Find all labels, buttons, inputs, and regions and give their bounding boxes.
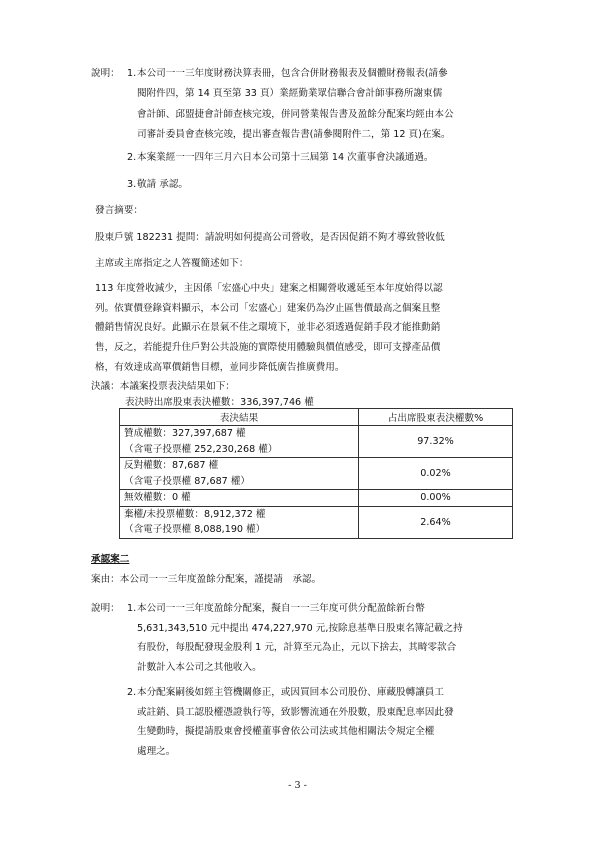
explanation-label: 說明： xyxy=(91,603,120,614)
text-line: 本公司一一三年度財務決算表冊，包含合併財務報表及個體財務報表(請參 xyxy=(137,68,448,79)
answer-line: 體銷售情況良好。此顯示在景氣不佳之環境下，並非必須透過促銷手段才能推動銷 xyxy=(95,322,441,334)
section-title: 承認案二 xyxy=(91,554,130,565)
answer-line: 113 年度營收減少，主因係「宏盛心中央」建案之相關營收遞延至本年度始得以認 xyxy=(95,283,443,294)
item-number: 1. xyxy=(127,68,137,79)
answer-block xyxy=(95,279,565,378)
table-header: 占出席股東表決權數% xyxy=(359,409,513,426)
text-line: 有股份，每股配發現金股利 1 元，計算至元為止，元以下捨去，其畸零款合 xyxy=(137,642,457,653)
vote-percentage: 0.02% xyxy=(359,458,513,490)
vote-result-cell xyxy=(120,458,359,490)
table-row xyxy=(120,458,513,490)
item-text xyxy=(137,64,562,145)
vote-count: 棄權/未投票權數：8,912,372 權 xyxy=(124,508,266,520)
text-line: 生變動時，擬提請股東會授權董事會依公司法或其他相關法令規定全權 xyxy=(137,726,435,737)
text-line: 計數計入本公司之其他收入。 xyxy=(137,661,262,673)
table-row xyxy=(120,506,513,538)
item-number: 1. xyxy=(127,603,137,614)
text-line: 5,631,343,510 元中提出 474,227,970 元,按除息基準日股東名簿記載之持 xyxy=(137,622,463,634)
vote-electronic: （含電子投票權 8,088,190 權） xyxy=(124,524,266,535)
vote-percentage: 0.00% xyxy=(359,490,513,507)
vote-count: 贊成權數：327,397,687 權 xyxy=(124,428,246,439)
vote-electronic: （含電子投票權 87,687 權） xyxy=(124,475,251,487)
question-line: 股東戶號 182231 提問：請說明如何提高公司營收，是否因促銷不夠才導致營收低 xyxy=(95,232,445,243)
page-number: - 3 - xyxy=(288,780,307,791)
table-row xyxy=(120,426,513,458)
vote-percentage: 2.64% xyxy=(359,506,513,538)
item-text xyxy=(137,683,562,761)
text-line: 或註銷、員工認股權憑證執行等，致影響流通在外股數，股東配息率因此發 xyxy=(137,706,454,718)
vote-result-cell xyxy=(120,490,359,507)
vote-table xyxy=(119,408,513,539)
text-line: 本分配案嗣後如經主管機關修正，或因買回本公司股份、庫藏股轉讓員工 xyxy=(137,687,444,698)
vote-electronic: （含電子投票權 252,230,268 權） xyxy=(124,443,278,455)
table-header: 表決結果 xyxy=(120,409,359,426)
question-line: 主席或主席指定之人答覆簡述如下： xyxy=(95,258,249,269)
table-row xyxy=(120,490,513,507)
table-header-row xyxy=(120,409,513,426)
item-number: 2. xyxy=(127,687,137,698)
vote-count: 無效權數：0 權 xyxy=(124,492,191,503)
item-text xyxy=(137,599,562,677)
answer-line: 售，反之，若能提升住戶對公共設施的實際使用體驗與價值感受，即可支撐產品價 xyxy=(95,342,441,354)
vote-count: 反對權數：87,687 權 xyxy=(124,460,219,471)
text-line: 會計師、邱盟捷會計師查核完竣，併同營業報告書及盈餘分配案均經由本公 xyxy=(137,108,454,120)
speech-label: 發言摘要： xyxy=(95,205,143,216)
text-line: 處理之。 xyxy=(137,745,176,757)
answer-line: 列。依實價登錄資料顯示，本公司「宏盛心」建案仍為汐止區售價最高之個案且整 xyxy=(95,302,441,314)
resolution-label: 決議：本議案投票表決結果如下： xyxy=(91,381,235,392)
explanation-label: 說明： xyxy=(91,68,120,79)
item-number: 2. xyxy=(127,152,137,163)
item-number: 3. xyxy=(127,179,137,190)
text-line: 敬請 承認。 xyxy=(137,179,189,190)
text-line: 閱附件四，第 14 頁至第 33 頁）業經勤業眾信聯合會計師事務所謝東儒 xyxy=(137,88,443,100)
vote-percentage: 97.32% xyxy=(359,426,513,458)
text-line: 本案業經一一四年三月六日本公司第十三屆第 14 次董事會決議通過。 xyxy=(137,152,434,163)
present-votes: 表決時出席股東表決權數：336,397,746 權 xyxy=(125,397,314,408)
answer-line: 格，有效達成高單價銷售目標，並同步降低廣告推廣費用。 xyxy=(95,361,345,373)
case-statement: 案由：本公司一一三年度盈餘分配案，謹提請 承認。 xyxy=(91,574,322,585)
vote-result-cell xyxy=(120,426,359,458)
vote-result-cell xyxy=(120,506,359,538)
text-line: 司審計委員會查核完竣，提出審查報告書(請參閱附件二，第 12 頁)在案。 xyxy=(137,128,451,140)
text-line: 本公司一一三年度盈餘分配案，擬自一一三年度可供分配盈餘新台幣 xyxy=(137,603,425,614)
